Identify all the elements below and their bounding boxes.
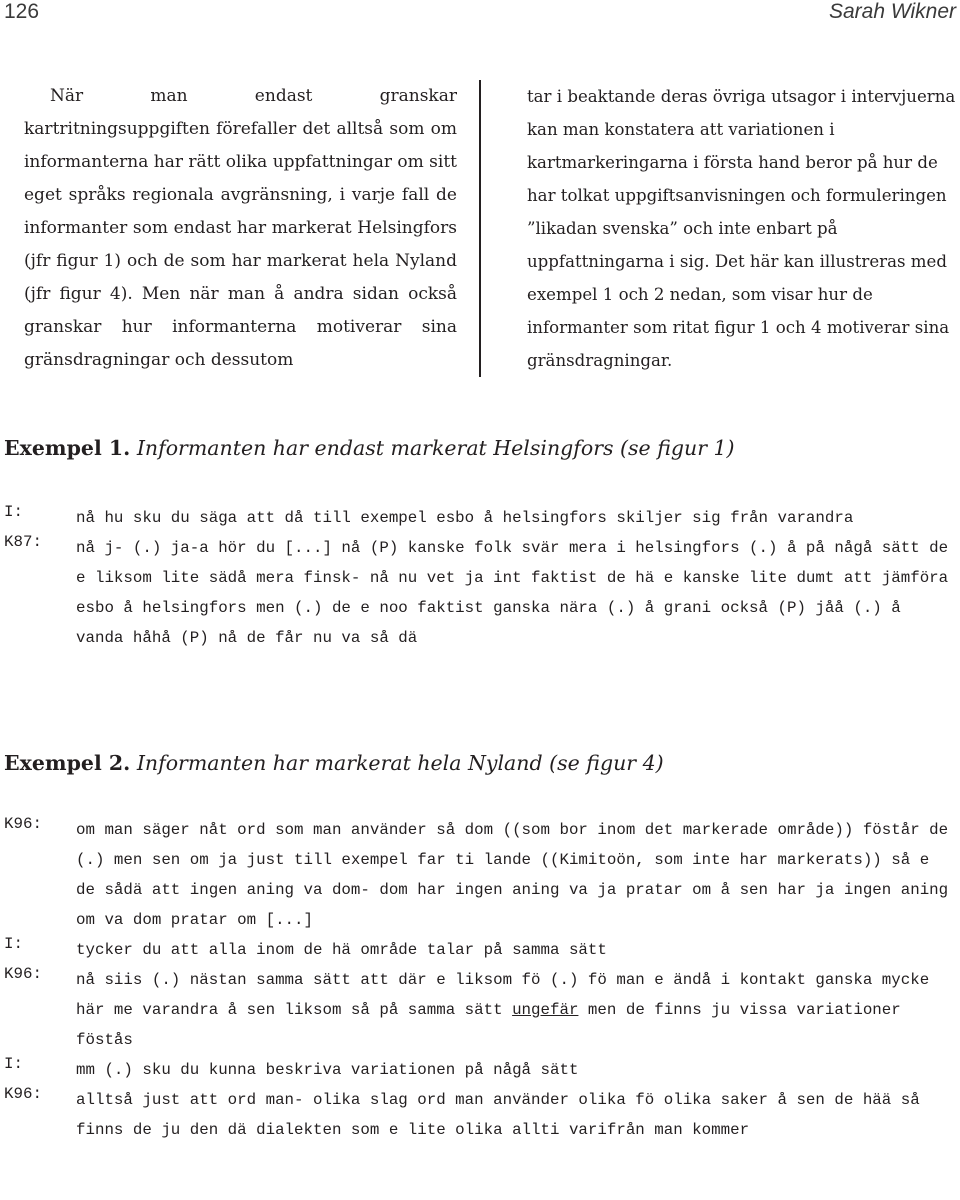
example-1-transcript	[4, 503, 956, 653]
underlined-word: ungefär	[512, 1001, 579, 1019]
transcript-turn	[4, 1085, 956, 1145]
transcript-turn	[4, 533, 956, 653]
example-2-label: Exempel 2.	[4, 751, 131, 775]
example-1-label: Exempel 1.	[4, 436, 131, 460]
intro-right-paragraph: tar i beaktande deras övriga utsagor i intervjuerna kan man konstatera att variationen i kartmarkeringarna i första hand beror på hur de har tolkat uppgiftsanvisningen och formuleringen ”likadan svenska” och inte enbart på uppfattningarna i sig. Det här kan illustreras med exempel 1 och 2 nedan, som visar hur de informanter som ritat figur 1 och 4 motiverar sina gränsdragningar.	[527, 87, 956, 370]
speaker-label: K96:	[4, 1085, 42, 1103]
column-divider	[479, 80, 481, 377]
utterance: nå hu sku du säga att då till exempel esbo å helsingfors skiljer sig från varandra	[76, 509, 854, 527]
example-2-title: Informanten har markerat hela Nyland (se figur 4)	[136, 751, 664, 775]
transcript-turn	[4, 815, 956, 935]
transcript-turn	[4, 935, 956, 965]
transcript-turn	[4, 965, 956, 1055]
speaker-label: K87:	[4, 533, 42, 551]
page-header	[4, 0, 956, 26]
utterance: nå j- (.) ja-a hör du [...] nå (P) kanske folk svär mera i helsingfors (.) å på någå sätt de e liksom lite sädå mera finsk- nå nu vet ja int faktist de hä e kanske lite dumt att jämföra esbo å helsingfors men (.) de e noo faktist ganska nära (.) å grani också (P) jåå (.) å vanda håhå (P) nå de får nu va så dä	[76, 539, 958, 647]
speaker-label: K96:	[4, 815, 42, 833]
speaker-label: I:	[4, 1055, 23, 1073]
running-head-author: Sarah Wikner	[828, 0, 956, 23]
transcript-turn	[4, 503, 956, 533]
speaker-label: K96:	[4, 965, 42, 983]
intro-left-paragraph: När man endast granskar kartritningsuppgiften förefaller det alltså som om informanterna har rätt olika uppfattningar om sitt eget språks regionala avgränsning, i varje fall de informanter som endast har markerat Helsingfors (jfr figur 1) och de som har markerat hela Nyland (jfr figur 4). Men när man å andra sidan också granskar hur informanterna motiverar sina gränsdragningar och dessutom	[24, 86, 457, 370]
utterance-part: men de finns ju vissa variationer föstås	[76, 1001, 911, 1049]
utterance	[76, 965, 956, 1055]
example-1-heading	[4, 436, 735, 460]
example-1-title: Informanten har endast markerat Helsingfors (se figur 1)	[136, 436, 735, 460]
utterance-part: nå siis (.) nästan samma sätt att där e liksom fö (.) fö man e ändå i kontakt ganska mycke här me varandra å sen liksom så på samma sätt	[76, 971, 939, 1019]
intro-right-column	[527, 80, 957, 377]
utterance: tycker du att alla inom de hä område talar på samma sätt	[76, 941, 607, 959]
page-number: 126	[4, 0, 40, 23]
example-2-transcript	[4, 815, 956, 1145]
utterance: om man säger nåt ord som man använder så dom ((som bor inom det markerade område)) föstår de (.) men sen om ja just till exempel far ti lande ((Kimitoön, som inte har markerats)) så e de sådä att ingen aning va dom- dom har ingen aning va ja pratar om å sen har ja ingen aning om va dom pratar om [...]	[76, 821, 958, 929]
utterance: mm (.) sku du kunna beskriva variationen på någå sätt	[76, 1061, 579, 1079]
speaker-label: I:	[4, 935, 23, 953]
transcript-turn	[4, 1055, 956, 1085]
speaker-label: I:	[4, 503, 23, 521]
utterance: alltså just att ord man- olika slag ord man använder olika fö olika saker å sen de hää så finns de ju den dä dialekten som e lite olika allti varifrån man kommer	[76, 1091, 930, 1139]
example-2-heading	[4, 751, 664, 775]
intro-left-column	[24, 80, 457, 377]
